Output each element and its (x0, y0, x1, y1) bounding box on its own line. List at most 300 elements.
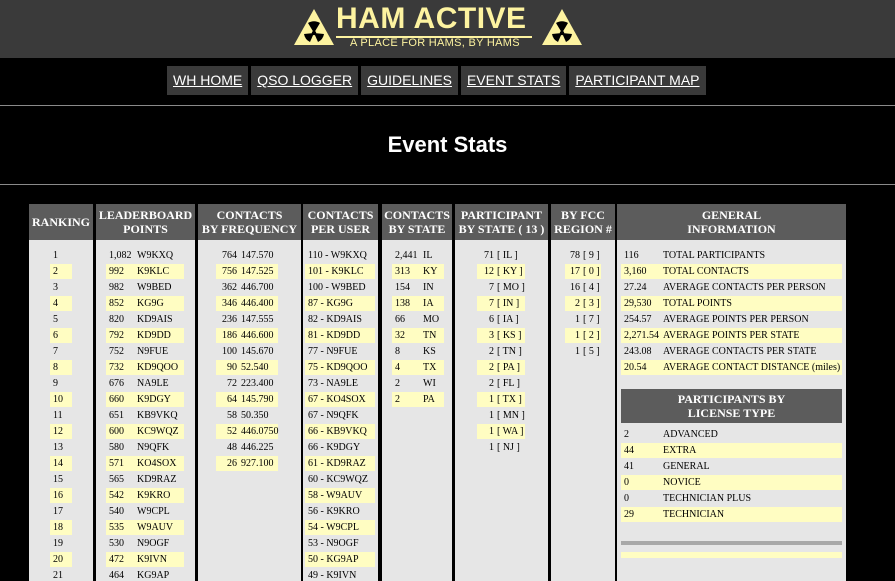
row-cell (50, 408, 72, 423)
site-header (0, 0, 895, 58)
row-value: 29,530 (624, 298, 652, 309)
row-value: 732 (109, 362, 124, 373)
row-cell (621, 296, 842, 311)
list-item (303, 344, 378, 360)
row-value: 100 - W9BED (308, 282, 366, 293)
nav-participant-map[interactable]: PARTICIPANT MAP (569, 66, 705, 95)
divider (0, 105, 895, 106)
row-value: 2 (395, 394, 400, 405)
list-item (29, 312, 93, 328)
row-cell (477, 248, 525, 263)
row-label: KS (423, 346, 436, 357)
row-label: [ 7 ] (583, 314, 600, 325)
list-item (198, 376, 301, 392)
list-item (198, 440, 301, 456)
row-value: 1 (489, 410, 494, 421)
row-value: 87 - KG9G (308, 298, 353, 309)
list-item (617, 475, 846, 491)
row-cell (392, 328, 444, 343)
row-cell (305, 344, 375, 359)
row-cell (216, 312, 278, 327)
list-item (617, 296, 846, 312)
row-cell (50, 552, 72, 567)
row-cell (305, 248, 375, 263)
row-cell (392, 312, 444, 327)
row-cell (106, 328, 184, 343)
row-cell (565, 296, 601, 311)
row-value: 16 (570, 282, 580, 293)
row-value: 3 (489, 330, 494, 341)
row-cell (392, 296, 444, 311)
row-cell (477, 280, 525, 295)
list-item (198, 360, 301, 376)
row-value: 0 (624, 477, 629, 488)
row-cell (305, 504, 375, 519)
row-cell (106, 440, 184, 455)
nav-qso-logger[interactable]: QSO LOGGER (251, 66, 358, 95)
row-value: 9 (53, 378, 58, 389)
radiation-icon (541, 8, 583, 46)
row-label: KG9G (137, 298, 164, 309)
row-label: 50.350 (241, 410, 269, 421)
row-cell (305, 440, 375, 455)
list-item (382, 344, 452, 360)
row-value: 3 (53, 282, 58, 293)
row-cell (305, 312, 375, 327)
row-value: 7 (489, 282, 494, 293)
row-cell (50, 520, 72, 535)
list-item (96, 472, 195, 488)
list-item (96, 568, 195, 581)
list-item (455, 296, 548, 312)
general-information-column (617, 204, 846, 581)
row-value: 764 (222, 250, 237, 261)
list-item (96, 488, 195, 504)
row-label: K9KLC (137, 266, 170, 277)
row-value: 17 (53, 506, 63, 517)
row-value: 49 - K9IVN (308, 570, 357, 581)
row-label: [ 3 ] (583, 298, 600, 309)
row-value: 7 (53, 346, 58, 357)
list-item (96, 504, 195, 520)
row-cell (392, 264, 444, 279)
list-item (198, 456, 301, 472)
list-item (303, 408, 378, 424)
row-value: 6 (53, 330, 58, 341)
row-value: 10 (53, 394, 63, 405)
row-cell (50, 280, 72, 295)
row-cell (50, 344, 72, 359)
row-value: 41 (624, 461, 634, 472)
list-item (303, 568, 378, 581)
row-cell (621, 459, 842, 474)
ranking-list (29, 240, 93, 581)
row-label: W9BED (137, 282, 172, 293)
row-label: IN (423, 282, 434, 293)
list-item (198, 264, 301, 280)
list-item (303, 424, 378, 440)
row-label: 446.400 (241, 298, 274, 309)
by-state-list (382, 240, 452, 408)
row-value: 2,441 (395, 250, 418, 261)
list-item (455, 440, 548, 456)
row-label: KO4SOX (137, 458, 177, 469)
row-label: KD9RAZ (137, 474, 177, 485)
list-item (617, 459, 846, 475)
general-info-list (617, 240, 846, 376)
row-label: N9FUE (137, 346, 169, 357)
row-value: 7 (489, 298, 494, 309)
row-value: 56 - K9KRO (308, 506, 360, 517)
row-cell (106, 488, 184, 503)
list-item (198, 280, 301, 296)
row-cell (305, 472, 375, 487)
row-cell (106, 264, 184, 279)
row-cell (106, 360, 184, 375)
row-value: 2 (395, 378, 400, 389)
list-item (96, 344, 195, 360)
row-value: 52 (227, 426, 237, 437)
row-label: KG9AP (137, 570, 170, 581)
row-label: 446.0750 (241, 426, 279, 437)
list-item (303, 328, 378, 344)
row-label: AVERAGE CONTACTS PER STATE (663, 346, 817, 357)
row-label: [ MO ] (497, 282, 525, 293)
row-value: 1 (53, 250, 58, 261)
row-cell (106, 504, 184, 519)
row-label: NOVICE (663, 477, 701, 488)
row-cell (477, 328, 525, 343)
column-header: CONTACTS BY FREQUENCY (198, 204, 301, 240)
list-item (551, 264, 615, 280)
list-item (29, 552, 93, 568)
row-cell (621, 443, 842, 458)
row-cell (50, 360, 72, 375)
row-cell (50, 328, 72, 343)
row-cell (106, 280, 184, 295)
list-item (617, 360, 846, 376)
row-value: 792 (109, 330, 124, 341)
row-value: 53 - N9OGF (308, 538, 359, 549)
row-value: 6 (489, 314, 494, 325)
row-value: 651 (109, 410, 124, 421)
row-value: 58 - W9AUV (308, 490, 363, 501)
list-item (96, 248, 195, 264)
row-value: 101 - K9KLC (308, 266, 364, 277)
list-item (96, 280, 195, 296)
column-header: CONTACTS BY STATE (382, 204, 452, 240)
row-label: [ KS ] (497, 330, 522, 341)
row-cell (50, 456, 72, 471)
row-cell (50, 264, 72, 279)
row-value: 60 - KC9WQZ (308, 474, 368, 485)
list-item (303, 504, 378, 520)
row-cell (305, 376, 375, 391)
row-cell (305, 456, 375, 471)
row-value: 313 (395, 266, 410, 277)
row-value: 116 (624, 250, 639, 261)
row-cell (216, 360, 278, 375)
row-label: [ MN ] (497, 410, 525, 421)
row-cell (305, 408, 375, 423)
row-value: 660 (109, 394, 124, 405)
row-label: [ IL ] (497, 250, 518, 261)
row-label: KD9DD (137, 330, 171, 341)
list-item (303, 376, 378, 392)
list-item (29, 424, 93, 440)
row-value: 676 (109, 378, 124, 389)
row-value: 19 (53, 538, 63, 549)
row-label: AVERAGE CONTACTS PER PERSON (663, 282, 826, 293)
list-item (29, 296, 93, 312)
participant-state-list (455, 240, 548, 456)
column-header: PARTICIPANT BY STATE ( 13 ) (455, 204, 548, 240)
row-cell (305, 568, 375, 581)
row-label: TX (423, 362, 437, 373)
row-cell (565, 344, 601, 359)
row-cell (477, 296, 525, 311)
list-item (96, 312, 195, 328)
row-cell (216, 264, 278, 279)
per-user-column (303, 204, 378, 581)
row-cell (477, 424, 525, 439)
list-item (617, 443, 846, 459)
list-item (617, 507, 846, 523)
list-item (96, 424, 195, 440)
row-value: 78 (570, 250, 580, 261)
row-value: 90 (227, 362, 237, 373)
row-value: 1 (575, 346, 580, 357)
row-value: 12 (53, 426, 63, 437)
row-cell (50, 392, 72, 407)
row-value: 1 (575, 330, 580, 341)
list-item (29, 344, 93, 360)
row-label: [ 9 ] (583, 250, 600, 261)
row-value: 32 (395, 330, 405, 341)
row-cell (50, 424, 72, 439)
row-value: 71 (484, 250, 494, 261)
list-item (198, 392, 301, 408)
list-item (29, 456, 93, 472)
list-item (29, 376, 93, 392)
row-value: 54 - W9CPL (308, 522, 359, 533)
row-cell (477, 408, 525, 423)
list-item (198, 408, 301, 424)
row-value: 1 (489, 394, 494, 405)
row-value: 12 (484, 266, 494, 277)
row-label: N9OGF (137, 538, 170, 549)
row-cell (216, 344, 278, 359)
row-value: 26 (227, 458, 237, 469)
row-cell (305, 424, 375, 439)
row-cell (621, 328, 842, 343)
list-item (617, 312, 846, 328)
list-item (617, 427, 846, 443)
row-value: 2,271.54 (624, 330, 659, 341)
row-value: 66 - K9DGY (308, 442, 361, 453)
row-cell (392, 280, 444, 295)
row-cell (565, 248, 601, 263)
row-value: 542 (109, 490, 124, 501)
row-label: K9DGY (137, 394, 171, 405)
row-cell (50, 472, 72, 487)
row-label: 446.600 (241, 330, 274, 341)
row-cell (216, 296, 278, 311)
radiation-icon (293, 8, 335, 46)
row-cell (565, 264, 601, 279)
list-item (29, 392, 93, 408)
row-cell (305, 488, 375, 503)
fcc-region-list (551, 240, 615, 360)
row-value: 2 (575, 298, 580, 309)
list-item (96, 552, 195, 568)
row-label: IA (423, 298, 434, 309)
row-cell (50, 376, 72, 391)
column-header: RANKING (29, 204, 93, 240)
list-item (382, 248, 452, 264)
row-label: PA (423, 394, 435, 405)
list-item (96, 296, 195, 312)
row-value: 20 (53, 554, 63, 565)
list-item (455, 408, 548, 424)
row-value: 20.54 (624, 362, 647, 373)
row-value: 67 - N9QFK (308, 410, 359, 421)
row-label: TOTAL POINTS (663, 298, 732, 309)
row-label: 927.100 (241, 458, 274, 469)
divider (621, 552, 842, 558)
row-cell (392, 344, 444, 359)
list-item (455, 312, 548, 328)
row-label: 145.670 (241, 346, 274, 357)
row-value: 1 (489, 442, 494, 453)
row-cell (106, 536, 184, 551)
list-item (455, 264, 548, 280)
list-item (96, 392, 195, 408)
row-label: KY (423, 266, 438, 277)
row-cell (477, 312, 525, 327)
row-label: W9KXQ (137, 250, 174, 261)
row-value: 138 (395, 298, 410, 309)
row-value: 66 - KB9VKQ (308, 426, 367, 437)
row-label: [ FL ] (497, 378, 520, 389)
row-cell (621, 360, 842, 375)
row-label: 147.525 (241, 266, 274, 277)
row-cell (621, 475, 842, 490)
nav-wh-home[interactable]: WH HOME (167, 66, 248, 95)
ranking-column (29, 204, 93, 581)
frequency-column (198, 204, 301, 581)
row-label: K9IVN (137, 554, 167, 565)
row-cell (50, 568, 72, 581)
page-title: Event Stats (387, 132, 508, 157)
row-label: AVERAGE POINTS PER STATE (663, 330, 800, 341)
row-label: KD9QOO (137, 362, 179, 373)
row-label: AVERAGE CONTACT DISTANCE (miles) (663, 362, 841, 373)
list-item (382, 296, 452, 312)
row-cell (477, 440, 525, 455)
row-cell (106, 456, 184, 471)
list-item (198, 248, 301, 264)
row-label: NA9LE (137, 378, 169, 389)
nav-guidelines[interactable]: GUIDELINES (361, 66, 458, 95)
row-cell (216, 376, 278, 391)
row-value: 75 - KD9QOO (308, 362, 368, 373)
row-value: 29 (624, 509, 634, 520)
row-cell (305, 392, 375, 407)
row-cell (477, 376, 525, 391)
row-value: 77 - N9FUE (308, 346, 358, 357)
column-header: CONTACTS PER USER (303, 204, 378, 240)
row-value: 2 (624, 429, 629, 440)
row-label: ADVANCED (663, 429, 718, 440)
row-cell (305, 552, 375, 567)
site-logo-title[interactable]: HAM ACTIVE (336, 2, 527, 35)
row-cell (50, 248, 72, 263)
row-label: [ IN ] (497, 298, 520, 309)
list-item (617, 264, 846, 280)
row-cell (621, 280, 842, 295)
row-cell (106, 568, 184, 581)
row-label: TECHNICIAN (663, 509, 725, 520)
nav-event-stats[interactable]: EVENT STATS (461, 66, 566, 95)
row-label: [ PA ] (497, 362, 520, 373)
row-label: 145.790 (241, 394, 274, 405)
list-item (29, 568, 93, 581)
row-label: K9KRO (137, 490, 171, 501)
list-item (303, 392, 378, 408)
per-user-list (303, 240, 378, 581)
row-cell (621, 264, 842, 279)
list-item (455, 344, 548, 360)
list-item (303, 312, 378, 328)
row-label: [ KY ] (497, 266, 523, 277)
by-state-column (382, 204, 452, 581)
row-cell (106, 472, 184, 487)
row-value: 13 (53, 442, 63, 453)
row-value: 2 (489, 362, 494, 373)
row-value: 2 (53, 266, 58, 277)
row-value: 44 (624, 445, 634, 456)
row-value: 81 - KD9DD (308, 330, 361, 341)
column-header: GENERAL INFORMATION (617, 204, 846, 240)
list-item (617, 248, 846, 264)
row-value: 2 (489, 378, 494, 389)
row-label: AVERAGE POINTS PER PERSON (663, 314, 809, 325)
leaderboard-column (96, 204, 195, 581)
row-cell (621, 491, 842, 506)
row-cell (392, 360, 444, 375)
list-item (29, 472, 93, 488)
row-cell (106, 552, 184, 567)
row-value: 2 (489, 346, 494, 357)
list-item (29, 280, 93, 296)
row-value: 565 (109, 474, 124, 485)
row-value: 61 - KD9RAZ (308, 458, 366, 469)
list-item (455, 392, 548, 408)
row-value: 82 - KD9AIS (308, 314, 362, 325)
leaderboard-list (96, 240, 195, 581)
row-value: 243.08 (624, 346, 652, 357)
row-cell (477, 392, 525, 407)
row-cell (106, 520, 184, 535)
row-label: TN (423, 330, 437, 341)
row-value: 362 (222, 282, 237, 293)
row-label: [ 2 ] (583, 330, 600, 341)
row-value: 540 (109, 506, 124, 517)
list-item (96, 408, 195, 424)
list-item (29, 504, 93, 520)
row-value: 110 - W9KXQ (308, 250, 367, 261)
